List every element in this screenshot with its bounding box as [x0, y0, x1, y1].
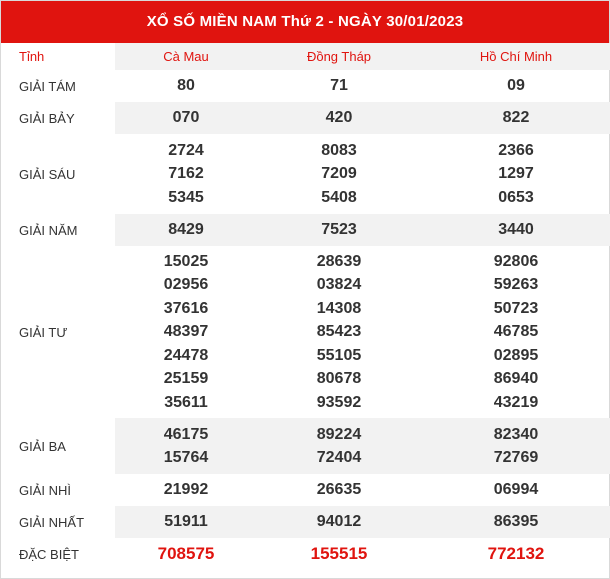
prize-number: 8429: [115, 214, 257, 246]
results-table: [1, 43, 610, 570]
prize-number: 86395: [421, 506, 610, 538]
page-title: XỔ SỐ MIỀN NAM Thứ 2 - NGÀY 30/01/2023: [1, 1, 609, 43]
prize-number: 2724: [168, 141, 204, 159]
prize-number: 822: [421, 102, 610, 134]
prize-numbers: [115, 246, 257, 418]
prize-row-giai-ba: [1, 418, 610, 474]
prize-label: GIẢI NHẤT: [1, 506, 115, 538]
prize-row-giai-tu: [1, 246, 610, 418]
prize-numbers: [115, 418, 257, 474]
prize-row-giai-nam: [1, 214, 610, 246]
prize-number: 35611: [164, 393, 208, 411]
prize-numbers: [421, 246, 610, 418]
special-prize-number: 708575: [157, 544, 215, 564]
prize-number: 09: [507, 77, 525, 95]
prize-number: 070: [115, 102, 257, 134]
prize-number: 50723: [493, 299, 539, 317]
prize-number: 24478: [163, 346, 209, 364]
prize-number: 92806: [493, 252, 539, 270]
prize-number: 94012: [257, 506, 421, 538]
prize-number: 5345: [168, 188, 204, 206]
prize-label: GIẢI NHÌ: [1, 474, 115, 506]
prize-number: 1297: [498, 165, 534, 183]
prize-numbers: [115, 134, 257, 214]
prize-number: 59263: [493, 276, 539, 294]
prize-number: 72769: [493, 449, 539, 466]
prize-number: 14308: [316, 299, 362, 317]
prize-number: 21992: [163, 481, 209, 499]
province-ca-mau[interactable]: Cà Mau: [115, 43, 257, 70]
prize-number: 46785: [493, 323, 539, 341]
prize-numbers: [257, 418, 421, 474]
prize-row-giai-sau: [1, 134, 610, 214]
prize-number: 43219: [493, 393, 539, 411]
prize-number: 7162: [168, 165, 204, 183]
prize-number: 03824: [316, 276, 362, 294]
prize-label: GIẢI BA: [1, 418, 115, 474]
prize-row-giai-nhi: [1, 474, 610, 506]
prize-number: 02956: [163, 276, 209, 294]
special-prize-number: 772132: [487, 544, 545, 564]
prize-number: 06994: [493, 481, 539, 499]
prize-label: GIẢI NĂM: [1, 214, 115, 246]
prize-label: GIẢI BẢY: [1, 102, 115, 134]
prize-number: 28639: [316, 252, 362, 270]
prize-number: 3440: [421, 214, 610, 246]
prize-number: 48397: [163, 323, 209, 341]
prize-number: 25159: [163, 370, 209, 388]
province-ho-chi-minh[interactable]: Hồ Chí Minh: [421, 43, 610, 70]
prize-number: 0653: [498, 188, 534, 206]
province-column-label: Tỉnh: [19, 49, 45, 64]
prize-number: 85423: [316, 323, 362, 341]
province-dong-thap[interactable]: Đồng Tháp: [257, 43, 421, 70]
prize-number: 86940: [493, 370, 539, 388]
prize-number: 15025: [163, 252, 209, 270]
prize-number: 420: [257, 102, 421, 134]
prize-numbers: [257, 246, 421, 418]
prize-number: 51911: [115, 506, 257, 538]
prize-row-giai-nhat: [1, 506, 610, 538]
prize-numbers: [421, 418, 610, 474]
prize-label: GIẢI TÁM: [1, 70, 115, 102]
prize-number: 37616: [163, 299, 209, 317]
prize-number: 7209: [321, 165, 357, 183]
prize-number: 55105: [316, 346, 362, 364]
prize-numbers: [421, 134, 610, 214]
prize-number: 5408: [321, 188, 357, 206]
prize-row-giai-tam: [1, 70, 610, 102]
prize-number: 93592: [316, 393, 362, 411]
prize-number: 80678: [316, 370, 362, 388]
prize-label: ĐẶC BIỆT: [1, 538, 115, 570]
prize-number: 82340: [493, 425, 539, 443]
prize-number: 2366: [498, 141, 534, 159]
prize-row-dac-biet: [1, 538, 610, 570]
prize-label: GIẢI TƯ: [1, 246, 115, 418]
prize-label: GIẢI SÁU: [1, 134, 115, 214]
prize-number: 89224: [316, 425, 362, 443]
prize-number: 72404: [316, 449, 362, 466]
prize-number: 8083: [321, 141, 357, 159]
prize-number: 46175: [163, 425, 209, 443]
prize-number: 80: [177, 77, 195, 95]
prize-row-giai-bay: [1, 102, 610, 134]
prize-number: 7523: [257, 214, 421, 246]
special-prize-number: 155515: [310, 544, 368, 564]
table-header-row: [1, 43, 610, 70]
prize-number: 02895: [493, 346, 539, 364]
prize-number: 15764: [163, 449, 209, 466]
prize-numbers: [257, 134, 421, 214]
prize-number: 71: [330, 77, 348, 95]
prize-number: 26635: [316, 481, 362, 499]
